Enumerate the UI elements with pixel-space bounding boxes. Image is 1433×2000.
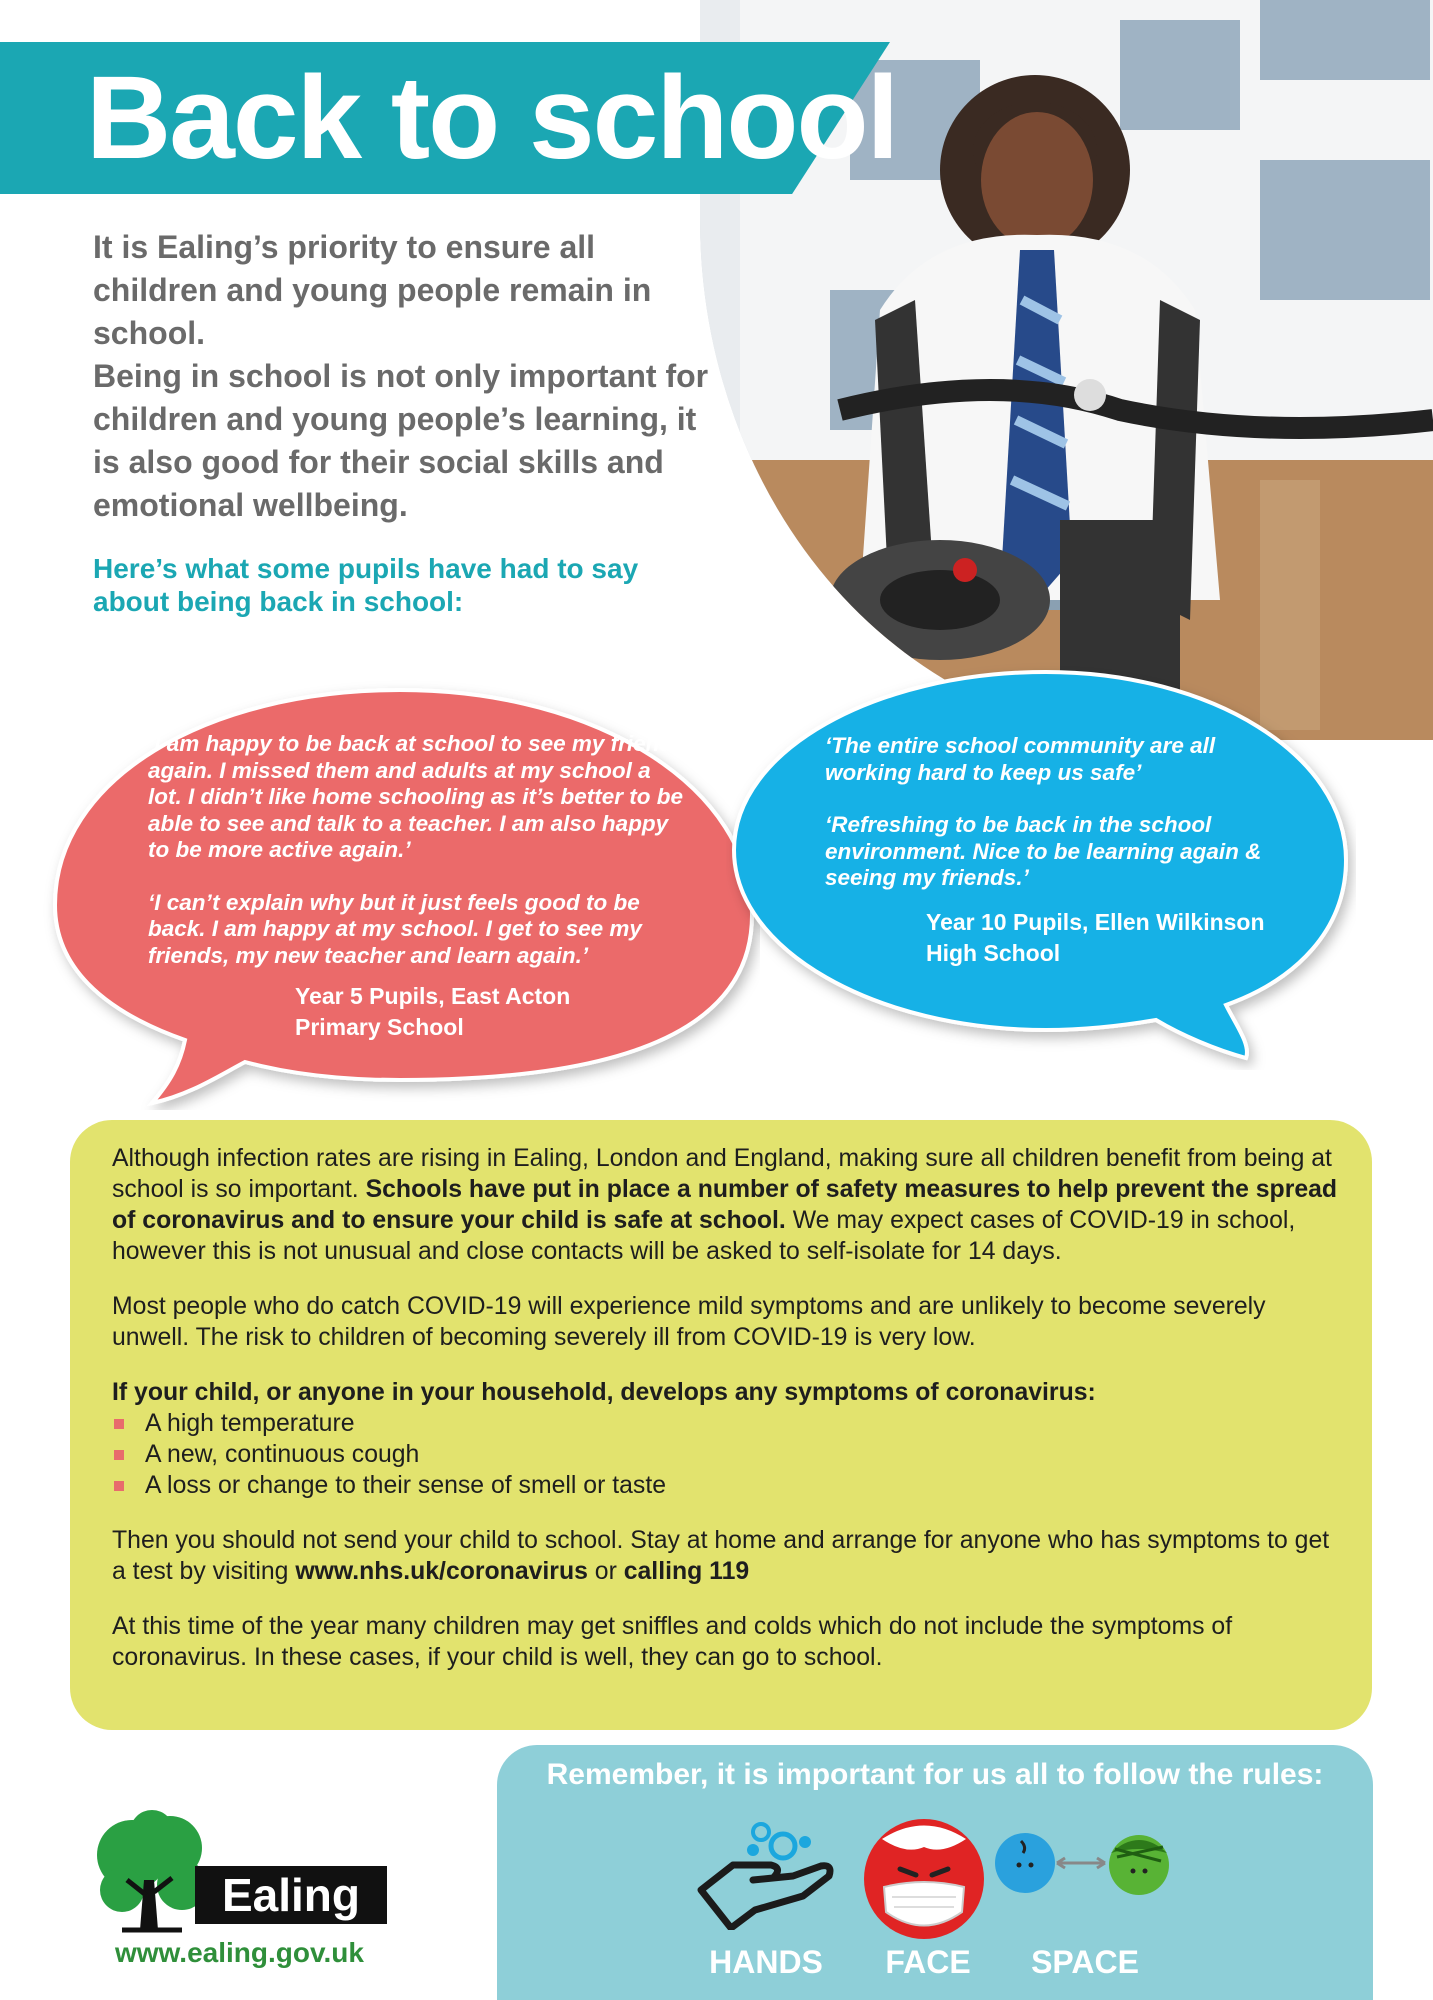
pupils-heading: Here’s what some pupils have had to say about being back in school:	[93, 553, 639, 617]
info-p1-start: Although infection rates are rising in Ealing, London and England, making sure all children benefit from being at school is so important.	[112, 1145, 1332, 1203]
info-p1-end: We may expect cases of COVID-19 in school, however this is not unusual and close contacts will be asked to self-isolate for 14 days.	[112, 1207, 1296, 1265]
tree-icon	[92, 1810, 212, 1938]
secondary-quote-1: ‘The entire school community are all working hard to keep us safe’	[825, 733, 1216, 785]
primary-attribution: Year 5 Pupils, East Acton Primary School	[295, 983, 571, 1040]
call-119: calling 119	[623, 1558, 750, 1585]
info-paragraph-2: Most people who do catch COVID-19 will experience mild symptoms and are unlikely to become severely unwell. The risk to children of becoming severely ill from COVID-19 is very low.	[112, 1293, 1266, 1351]
symptom-item: A loss or change to their sense of smell or taste	[112, 1470, 1342, 1501]
symptom-item: A high temperature	[112, 1408, 1342, 1439]
secondary-quotes	[825, 733, 1305, 892]
intro-text	[93, 226, 713, 527]
symptoms-heading: If your child, or anyone in your household, develops any symptoms of coronavirus:	[112, 1379, 1096, 1406]
primary-quote-2: ‘I can’t explain why but it just feels good to be back. I am happy at my school. I get to see my friends, my new teacher and learn again.’	[148, 889, 642, 968]
space-distance-icon	[993, 1823, 1173, 1903]
intro-paragraph-1: It is Ealing’s priority to ensure all children and young people remain in school.	[93, 229, 652, 351]
nhs-link[interactable]: www.nhs.uk/coronavirus	[295, 1558, 588, 1585]
rule-label-face: FACE	[885, 1944, 971, 1980]
primary-quote-1: ‘I am happy to be back at school to see my friends again. I missed them and adults at my school a lot. I didn’t like home schooling as it’s better to be able to see and talk to a teacher. I am also happy to be more active again.’	[148, 731, 686, 862]
ealing-logo: Ealing	[195, 1866, 387, 1924]
rule-label-space: SPACE	[1031, 1944, 1139, 1980]
info-paragraph-1	[112, 1143, 1342, 1267]
secondary-attribution: Year 10 Pupils, Ellen Wilkinson High School	[926, 909, 1265, 966]
info-p1-bold: Schools have put in place a number of safety measures to help prevent the spread of coronavirus and to ensure your child is safe at school.	[112, 1176, 1338, 1234]
rules-heading: Remember, it is important for us all to follow the rules:	[546, 1758, 1324, 1791]
info-text	[112, 1143, 1342, 1697]
rule-label-hands: HANDS	[709, 1944, 823, 1980]
hands-washing-icon	[693, 1820, 843, 1930]
info-paragraph-4: At this time of the year many children may get sniffles and colds which do not include the symptoms of coronavirus. In these cases, if your child is well, they can go to school.	[112, 1613, 1233, 1671]
face-mask-icon	[862, 1817, 987, 1942]
secondary-quote-2: ‘Refreshing to be back in the school environment. Nice to be learning again & seeing my friends.’	[825, 812, 1262, 890]
symptom-item: A new, continuous cough	[112, 1439, 1342, 1470]
page-title: Back to school	[86, 52, 898, 184]
ealing-url[interactable]: www.ealing.gov.uk	[115, 1937, 364, 1968]
symptoms-list	[112, 1408, 1342, 1501]
intro-paragraph-2: Being in school is not only important for children and young people’s learning, it is also good for their social skills and emotional wellbeing.	[93, 358, 709, 523]
info-paragraph-3: Then you should not send your child to school. Stay at home and arrange for anyone who has symptoms to get a test by visiting www.nhs.uk/coronavirus or calling 119	[112, 1527, 1330, 1585]
primary-quotes	[148, 731, 688, 969]
